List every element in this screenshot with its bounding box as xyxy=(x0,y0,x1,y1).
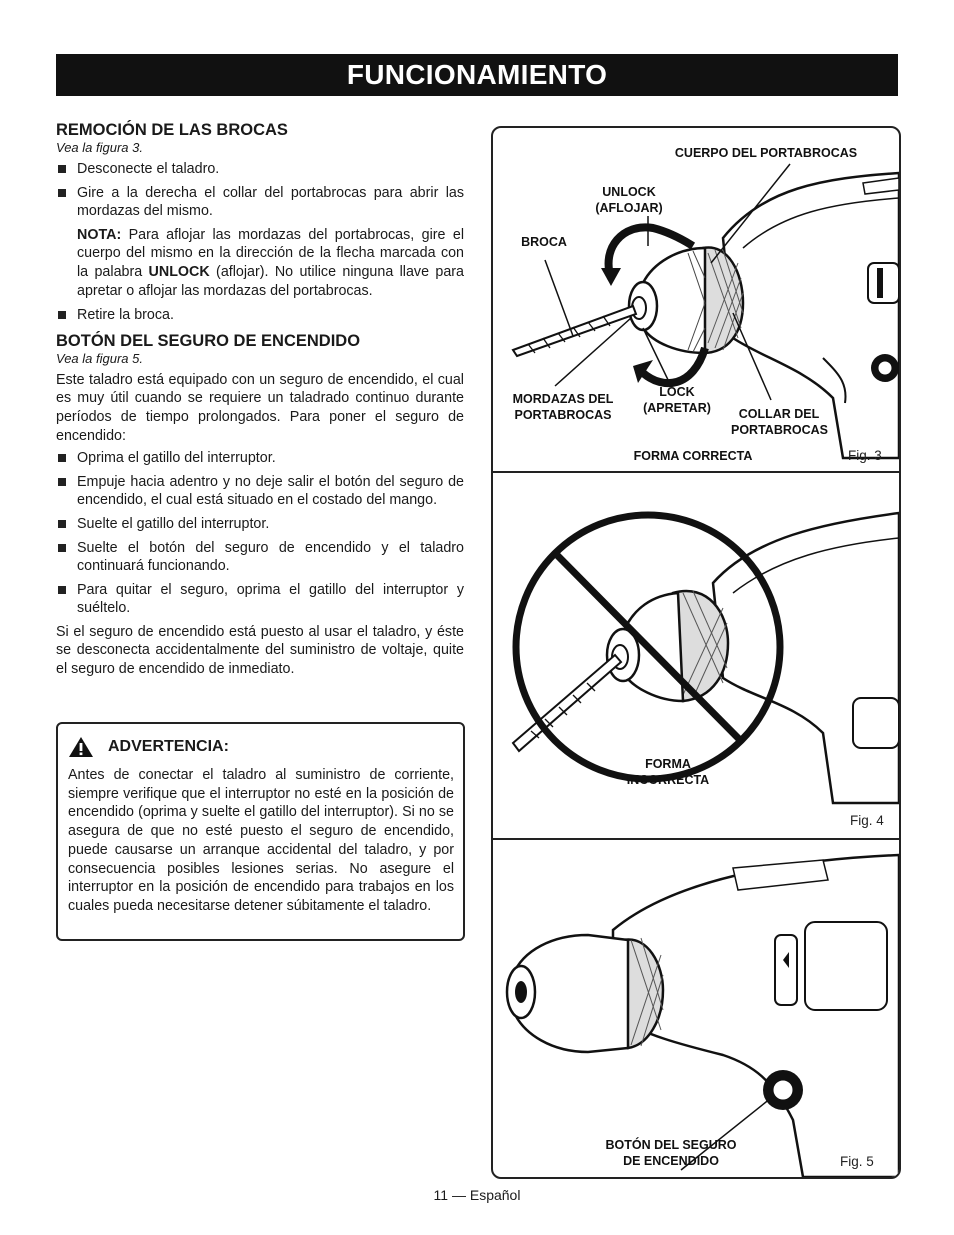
list-item: Desconecte el taladro. xyxy=(56,160,464,179)
warning-title: ADVERTENCIA: xyxy=(108,737,229,755)
note-text: (aflojar). No utilice ninguna llave para apretar o aflojar las mordazas del portabrocas. xyxy=(77,263,465,299)
figure-number: Fig. 5 xyxy=(840,1154,874,1169)
bullet-list xyxy=(56,449,464,618)
label-forma-correcta: FORMA CORRECTA xyxy=(633,449,753,463)
note-paragraph xyxy=(56,226,464,300)
figure-4 xyxy=(493,473,899,840)
label-broca: BROCA xyxy=(521,235,567,249)
figure-3 xyxy=(493,128,899,473)
label-forma-incorrecta: FORMA INCORRECTA xyxy=(626,757,710,787)
label-boton-seguro: BOTÓN DEL SEGURO DE ENCENDIDO xyxy=(605,1138,737,1168)
list-item: Suelte el gatillo del interruptor. xyxy=(56,515,464,534)
label-collar: COLLAR DEL PORTABROCAS xyxy=(731,407,828,437)
label-lock: LOCK (APRETAR) xyxy=(643,385,711,415)
note-text: Para aflojar las mordazas del portabrocas, gire el cuerpo del mismo en la dirección de la flecha marcada con la palabra xyxy=(77,226,464,280)
label-mordazas: MORDAZAS DEL PORTABROCAS xyxy=(512,392,614,422)
list-item: Oprima el gatillo del interruptor. xyxy=(56,449,464,468)
figure-number: Fig. 4 xyxy=(850,813,884,828)
warning-text: Antes de conectar el taladro al suministro de corriente, siempre verifique que el interruptor no esté en la posición de encendido (oprima y suelte el gatillo del interruptor). Si no se asegura de que no esté puesto el seguro de encendido, puede causarse un arranque accidental del taladro, y por consecuencia posibles lesiones serias. No asegure el interruptor en la posición de encendido para trabajos en los cuales pueda necesitarse detener súbitamente el taladro. xyxy=(68,767,454,914)
list-item: Para quitar el seguro, oprima el gatillo del interruptor y suéltelo. xyxy=(56,581,464,618)
list-item: Empuje hacia adentro y no deje salir el botón del seguro de encendido, el cual está situado en el costado del mango. xyxy=(56,473,464,510)
figure-number: Fig. 3 xyxy=(848,448,882,463)
figures-panel xyxy=(491,126,901,1179)
figure-reference: Vea la figura 5. xyxy=(56,350,143,366)
page-title: FUNCIONAMIENTO xyxy=(56,54,898,96)
list-item: Suelte el botón del seguro de encendido y el taladro continuará funcionando. xyxy=(56,539,464,576)
intro-paragraph: Este taladro está equipado con un seguro de encendido, el cual es muy útil cuando se requiere un taladrado continuo durante períodos de tiempo prolongados. Para poner el seguro de encendido: xyxy=(56,371,464,444)
warning-box xyxy=(56,722,465,941)
note-label: NOTA: xyxy=(77,226,122,243)
figure-reference: Vea la figura 3. xyxy=(56,140,143,155)
section-heading-seguro: BOTÓN DEL SEGURO DE ENCENDIDO xyxy=(56,331,361,350)
bullet-list xyxy=(56,306,464,325)
warning-heading xyxy=(68,736,229,758)
warning-triangle-icon xyxy=(68,736,94,758)
page-footer: 11 — Español xyxy=(433,1187,521,1203)
bullet-list xyxy=(56,160,464,221)
note-unlock: UNLOCK xyxy=(148,263,210,280)
list-item: Retire la broca. xyxy=(56,306,464,325)
label-cuerpo-portabrocas: CUERPO DEL PORTABROCAS xyxy=(674,146,858,160)
figure-5 xyxy=(493,840,899,1177)
closing-paragraph: Si el seguro de encendido está puesto al usar el taladro, y éste se desconecta accidentalmente del suministro de voltaje, quite el seguro de encendido de inmediato. xyxy=(56,623,464,678)
left-column xyxy=(56,120,464,683)
lock-button-illustration xyxy=(493,840,899,1177)
section-heading-remocion: REMOCIÓN DE LAS BROCAS xyxy=(56,121,288,139)
list-item: Gire a la derecha el collar del portabrocas para abrir las mordazas del mismo. xyxy=(56,184,464,221)
label-unlock: UNLOCK (AFLOJAR) xyxy=(595,185,663,215)
